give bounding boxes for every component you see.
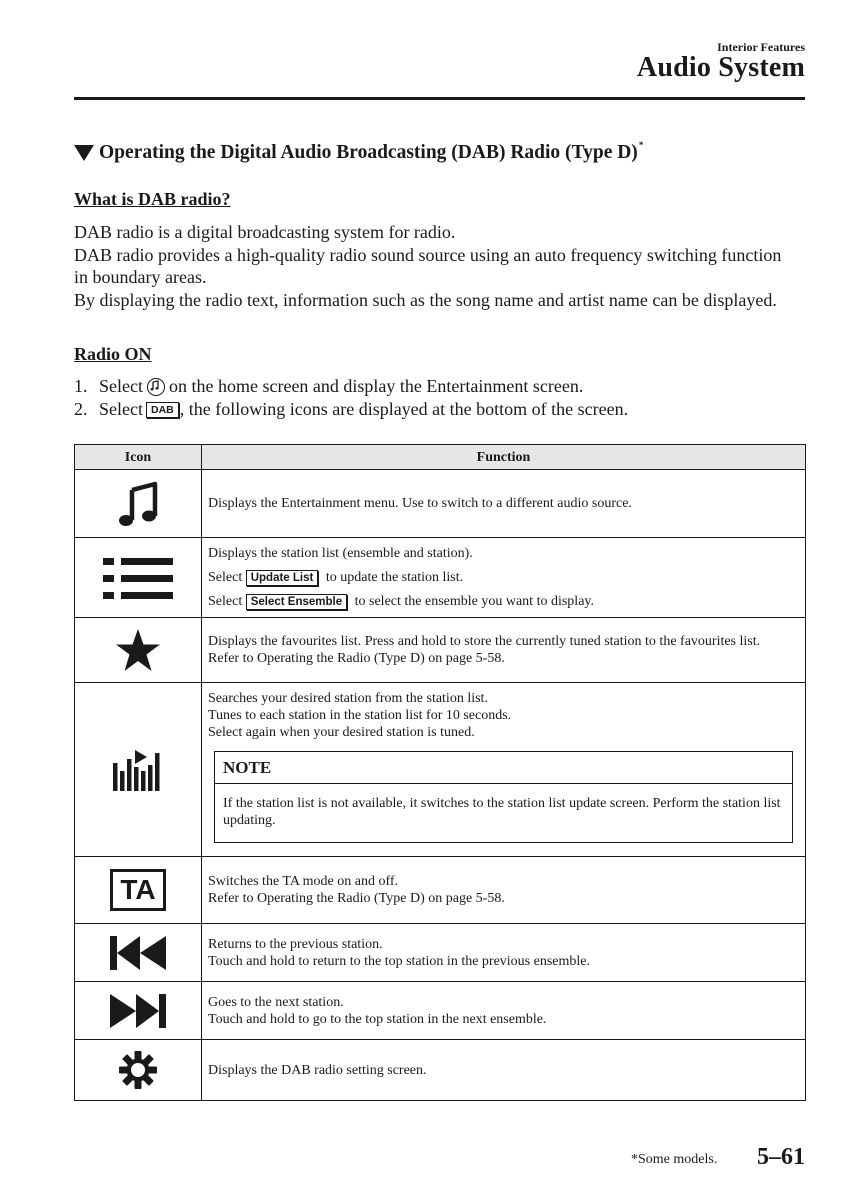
header-divider	[74, 97, 805, 100]
page-number: 5–61	[757, 1144, 805, 1170]
text-pre: Select	[208, 594, 243, 609]
update-list-button: Update List	[246, 570, 319, 586]
icon-cell	[75, 857, 202, 924]
icon-function-table	[74, 444, 806, 1101]
step-1	[74, 376, 583, 397]
function-text: Displays the DAB radio setting screen.	[208, 1062, 427, 1078]
table-row	[75, 1040, 806, 1101]
function-text: Touch and hold to return to the top station in the previous ensemble.	[208, 953, 590, 969]
table-row	[75, 538, 806, 618]
function-cell	[202, 1040, 806, 1101]
header-section-label: Interior Features	[717, 40, 805, 54]
ta-icon-label: TA	[120, 874, 156, 905]
note-heading: NOTE	[215, 752, 792, 784]
step-text-post: on the home screen and display the Entertainment screen.	[168, 376, 584, 396]
table-row	[75, 857, 806, 924]
function-cell	[202, 538, 806, 618]
what-is-dab-heading: What is DAB radio?	[74, 189, 231, 209]
icon-cell	[75, 618, 202, 683]
icon-cell	[75, 924, 202, 982]
ta-icon	[110, 869, 166, 911]
icon-cell	[75, 1040, 202, 1101]
function-cell	[202, 683, 806, 857]
text-pre: Select	[208, 570, 243, 585]
function-text: Returns to the previous station.	[208, 936, 383, 952]
next-track-icon	[109, 993, 167, 1029]
function-text: Displays the favourites list. Press and hold to store the currently tuned station to the favourites list.	[208, 634, 761, 649]
star-icon	[115, 628, 161, 672]
function-text: Select again when your desired station is tuned.	[208, 725, 475, 740]
step-number: 1.	[74, 376, 88, 396]
paragraph: By displaying the radio text, information such as the song name and artist name can be displayed.	[74, 289, 777, 310]
function-text	[208, 569, 799, 586]
function-cell	[202, 618, 806, 683]
footnote: *Some models.	[631, 1152, 718, 1167]
column-header-function: Function	[202, 445, 806, 470]
page-title: Audio System	[636, 52, 805, 83]
section-title-text: Operating the Digital Audio Broadcasting (DAB) Radio (Type D)	[99, 142, 638, 163]
note-box	[214, 751, 793, 843]
note-body: If the station list is not available, it switches to the station list update screen. Perform the station list updating.	[223, 796, 781, 828]
table-header-row	[75, 445, 806, 470]
table-row	[75, 982, 806, 1040]
column-header-icon: Icon	[75, 445, 202, 470]
function-text: Displays the station list (ensemble and station).	[208, 546, 473, 561]
list-icon	[103, 556, 173, 600]
icon-cell	[75, 982, 202, 1040]
triangle-marker-icon	[74, 145, 94, 161]
function-cell	[202, 857, 806, 924]
step-2	[74, 399, 628, 420]
radio-on-heading: Radio ON	[74, 344, 152, 364]
function-text: Touch and hold to go to the top station in the next ensemble.	[208, 1011, 547, 1027]
icon-cell	[75, 683, 202, 857]
function-text: Tunes to each station in the station list for 10 seconds.	[208, 708, 512, 723]
function-text	[208, 593, 799, 610]
select-ensemble-button: Select Ensemble	[246, 594, 347, 610]
table-row	[75, 924, 806, 982]
step-number: 2.	[74, 399, 88, 419]
function-cell	[202, 924, 806, 982]
gear-icon	[118, 1050, 158, 1090]
some-models-marker: *	[638, 140, 644, 150]
function-text: Displays the Entertainment menu. Use to switch to a different audio source.	[208, 496, 632, 511]
step-text-pre: Select	[99, 376, 143, 396]
section-title	[74, 142, 643, 164]
paragraph: DAB radio provides a high-quality radio sound source using an auto frequency switching function in boundary areas.	[74, 244, 782, 287]
table-row	[75, 470, 806, 538]
function-text: Goes to the next station.	[208, 994, 344, 1010]
function-text: Searches your desired station from the station list.	[208, 691, 488, 706]
icon-cell	[75, 470, 202, 538]
text-post: to update the station list.	[325, 570, 464, 585]
table-row	[75, 618, 806, 683]
what-is-dab-body	[74, 221, 794, 311]
scan-icon	[111, 749, 165, 791]
music-note-icon	[147, 378, 165, 396]
step-text-pre: Select	[99, 399, 143, 419]
function-text: Switches the TA mode on and off.	[208, 874, 399, 889]
icon-cell	[75, 538, 202, 618]
text-post: to select the ensemble you want to display.	[354, 594, 594, 609]
dab-button: DAB	[146, 402, 179, 418]
paragraph: DAB radio is a digital broadcasting system for radio.	[74, 222, 456, 242]
music-note-icon	[116, 481, 160, 527]
function-cell	[202, 470, 806, 538]
function-cell	[202, 982, 806, 1040]
function-text: Refer to Operating the Radio (Type D) on page 5-58.	[208, 651, 505, 666]
function-text: Refer to Operating the Radio (Type D) on page 5-58.	[208, 891, 505, 906]
previous-track-icon	[109, 935, 167, 971]
table-row	[75, 683, 806, 857]
step-text-post: , the following icons are displayed at the bottom of the screen.	[179, 399, 629, 419]
